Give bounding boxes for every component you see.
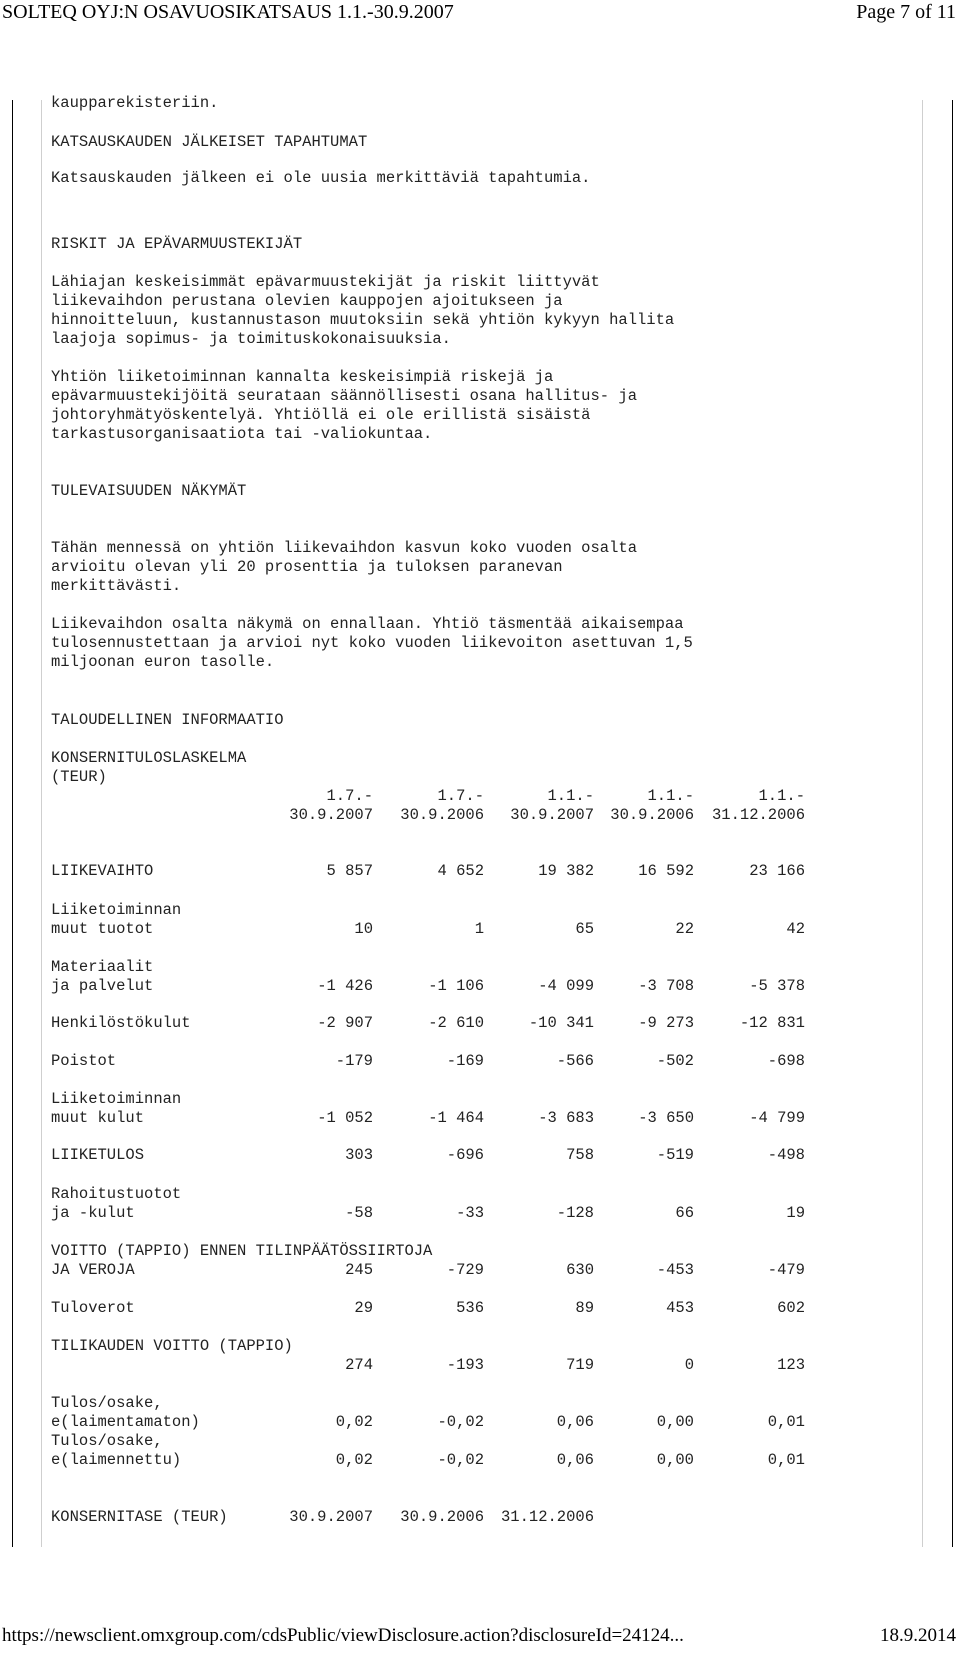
- income-statement-title: KONSERNITULOSLASKELMA: [51, 749, 247, 767]
- row-label: Tuloverot: [51, 1299, 135, 1317]
- table-cell: -1 106: [428, 977, 484, 995]
- period-start-header: 1.7.-: [326, 787, 373, 805]
- table-cell: 0,00: [656, 1413, 694, 1431]
- table-cell: 65: [575, 920, 594, 938]
- row-label: Liiketoiminnan: [51, 901, 182, 919]
- text-line: miljoonan euron tasolle.: [51, 653, 275, 671]
- table-cell: 22: [675, 920, 694, 938]
- row-label: muut kulut: [51, 1109, 145, 1127]
- row-label: ja palvelut: [51, 977, 154, 995]
- page-number: Page 7 of 11: [856, 1, 956, 23]
- table-cell: -5 378: [749, 977, 805, 995]
- table-cell: 0,06: [556, 1413, 594, 1431]
- table-cell: 536: [456, 1299, 484, 1317]
- row-label: VOITTO (TAPPIO) ENNEN TILINPÄÄTÖSSIIRTOJA: [51, 1242, 433, 1260]
- table-cell: -128: [556, 1204, 594, 1222]
- row-label: e(laimentamaton): [51, 1413, 200, 1431]
- source-url: https://newsclient.omxgroup.com/cdsPublic/viewDisclosure.action?disclosureId=24124...: [2, 1625, 684, 1646]
- table-cell: -2 610: [428, 1014, 484, 1032]
- table-cell: -9 273: [638, 1014, 694, 1032]
- period-end-header: 30.9.2007: [289, 806, 373, 824]
- row-label: Tulos/osake,: [51, 1394, 163, 1412]
- table-cell: 602: [777, 1299, 805, 1317]
- table-cell: -0,02: [437, 1451, 484, 1469]
- table-cell: 0,02: [335, 1413, 373, 1431]
- page-header: [0, 0, 960, 28]
- table-cell: 0,02: [335, 1451, 373, 1469]
- period-end-header: 30.9.2006: [610, 806, 694, 824]
- table-cell: -33: [456, 1204, 484, 1222]
- text-line: kaupparekisteriin.: [51, 94, 219, 112]
- row-label: Liiketoiminnan: [51, 1090, 182, 1108]
- table-cell: -12 831: [739, 1014, 805, 1032]
- table-cell: 719: [566, 1356, 594, 1374]
- table-cell: -4 799: [749, 1109, 805, 1127]
- table-cell: -566: [556, 1052, 594, 1070]
- text-line: Yhtiön liiketoiminnan kannalta keskeisimpiä riskejä ja: [51, 368, 554, 386]
- print-date: 18.9.2014: [880, 1625, 956, 1646]
- section-heading-risks: RISKIT JA EPÄVARMUUSTEKIJÄT: [51, 235, 303, 253]
- row-label: Materiaalit: [51, 958, 154, 976]
- table-cell: 0: [684, 1356, 694, 1374]
- table-cell: 89: [575, 1299, 594, 1317]
- section-heading-outlook: TULEVAISUUDEN NÄKYMÄT: [51, 482, 247, 500]
- table-cell: -696: [446, 1146, 484, 1164]
- table-cell: -729: [446, 1261, 484, 1279]
- period-start-header: 1.1.-: [547, 787, 594, 805]
- text-line: laajoja sopimus- ja toimituskokonaisuuksia.: [51, 330, 451, 348]
- table-cell: -479: [767, 1261, 805, 1279]
- table-cell: -193: [446, 1356, 484, 1374]
- table-cell: -10 341: [528, 1014, 594, 1032]
- row-label: JA VEROJA: [51, 1261, 135, 1279]
- table-cell: -3 650: [638, 1109, 694, 1127]
- table-cell: 0,00: [656, 1451, 694, 1469]
- row-label: LIIKETULOS: [51, 1146, 145, 1164]
- table-cell: -58: [345, 1204, 373, 1222]
- period-end-header: 30.9.2007: [510, 806, 594, 824]
- table-cell: -169: [446, 1052, 484, 1070]
- balance-sheet-title: KONSERNITASE (TEUR): [51, 1508, 228, 1526]
- text-line: epävarmuustekijöitä seurataan säännöllisesti osana hallitus- ja: [51, 387, 637, 405]
- period-start-header: 1.1.-: [758, 787, 805, 805]
- table-cell: 16 592: [638, 862, 694, 880]
- text-line: Katsauskauden jälkeen ei ole uusia merkittäviä tapahtumia.: [51, 169, 591, 187]
- table-cell: 0,01: [767, 1413, 805, 1431]
- row-label: Rahoitustuotot: [51, 1185, 182, 1203]
- period-end-header: 31.12.2006: [711, 806, 805, 824]
- table-cell: -519: [656, 1146, 694, 1164]
- table-cell: -3 683: [538, 1109, 594, 1127]
- frame-border-left: [12, 100, 13, 1547]
- table-cell: 66: [675, 1204, 694, 1222]
- table-cell: 5 857: [326, 862, 373, 880]
- table-cell: -2 907: [317, 1014, 373, 1032]
- table-cell: -498: [767, 1146, 805, 1164]
- page-footer: [0, 1624, 960, 1650]
- period-start-header: 1.7.-: [437, 787, 484, 805]
- table-cell: 4 652: [437, 862, 484, 880]
- table-cell: -1 426: [317, 977, 373, 995]
- text-line: tarkastusorganisaatiota tai -valiokuntaa.: [51, 425, 433, 443]
- table-cell: -3 708: [638, 977, 694, 995]
- table-cell: 0,06: [556, 1451, 594, 1469]
- row-label: e(laimennettu): [51, 1451, 182, 1469]
- row-label: Henkilöstökulut: [51, 1014, 191, 1032]
- table-cell: 453: [666, 1299, 694, 1317]
- balance-date-header: 30.9.2006: [400, 1508, 484, 1526]
- section-heading-after-period: KATSAUSKAUDEN JÄLKEISET TAPAHTUMAT: [51, 133, 368, 151]
- table-cell: -4 099: [538, 977, 594, 995]
- table-cell: 245: [345, 1261, 373, 1279]
- document-title: SOLTEQ OYJ:N OSAVUOSIKATSAUS 1.1.-30.9.2007: [2, 1, 454, 23]
- text-line: johtoryhmätyöskentelyä. Yhtiöllä ei ole erillistä sisäistä: [51, 406, 591, 424]
- table-cell: 23 166: [749, 862, 805, 880]
- table-cell: 1: [474, 920, 484, 938]
- table-cell: 0,01: [767, 1451, 805, 1469]
- balance-date-header: 30.9.2007: [289, 1508, 373, 1526]
- table-cell: 10: [354, 920, 373, 938]
- frame-inner-left: [41, 100, 42, 1547]
- balance-date-header: 31.12.2006: [500, 1508, 594, 1526]
- income-statement-unit: (TEUR): [51, 768, 107, 786]
- table-cell: -1 052: [317, 1109, 373, 1127]
- period-end-header: 30.9.2006: [400, 806, 484, 824]
- table-cell: 19: [786, 1204, 805, 1222]
- text-line: liikevaihdon perustana olevien kauppojen ajoitukseen ja: [51, 292, 563, 310]
- table-cell: 19 382: [538, 862, 594, 880]
- table-cell: 303: [345, 1146, 373, 1164]
- row-label: ja -kulut: [51, 1204, 135, 1222]
- row-label: TILIKAUDEN VOITTO (TAPPIO): [51, 1337, 293, 1355]
- frame-border-right: [952, 100, 953, 1547]
- table-cell: -1 464: [428, 1109, 484, 1127]
- text-line: merkittävästi.: [51, 577, 182, 595]
- text-line: arvioitu olevan yli 20 prosenttia ja tuloksen paranevan: [51, 558, 563, 576]
- text-line: tulosennustettaan ja arvioi nyt koko vuoden liikevoiton asettuvan 1,5: [51, 634, 693, 652]
- table-cell: 274: [345, 1356, 373, 1374]
- section-heading-financial: TALOUDELLINEN INFORMAATIO: [51, 711, 284, 729]
- text-line: Lähiajan keskeisimmät epävarmuustekijät ja riskit liittyvät: [51, 273, 600, 291]
- period-start-header: 1.1.-: [647, 787, 694, 805]
- row-label: Poistot: [51, 1052, 117, 1070]
- table-cell: -179: [335, 1052, 373, 1070]
- table-cell: -0,02: [437, 1413, 484, 1431]
- row-label: Tulos/osake,: [51, 1432, 163, 1450]
- table-cell: 42: [786, 920, 805, 938]
- text-line: Tähän mennessä on yhtiön liikevaihdon kasvun koko vuoden osalta: [51, 539, 637, 557]
- text-line: Liikevaihdon osalta näkymä on ennallaan. Yhtiö täsmentää aikaisempaa: [51, 615, 684, 633]
- row-label: muut tuotot: [51, 920, 154, 938]
- table-cell: -698: [767, 1052, 805, 1070]
- text-line: hinnoitteluun, kustannustason muutoksiin sekä yhtiön kykyyn hallita: [51, 311, 675, 329]
- table-cell: -453: [656, 1261, 694, 1279]
- frame-inner-right: [922, 100, 923, 1547]
- table-cell: 758: [566, 1146, 594, 1164]
- table-cell: 29: [354, 1299, 373, 1317]
- table-cell: 123: [777, 1356, 805, 1374]
- table-cell: 630: [566, 1261, 594, 1279]
- table-cell: -502: [656, 1052, 694, 1070]
- row-label: LIIKEVAIHTO: [51, 862, 154, 880]
